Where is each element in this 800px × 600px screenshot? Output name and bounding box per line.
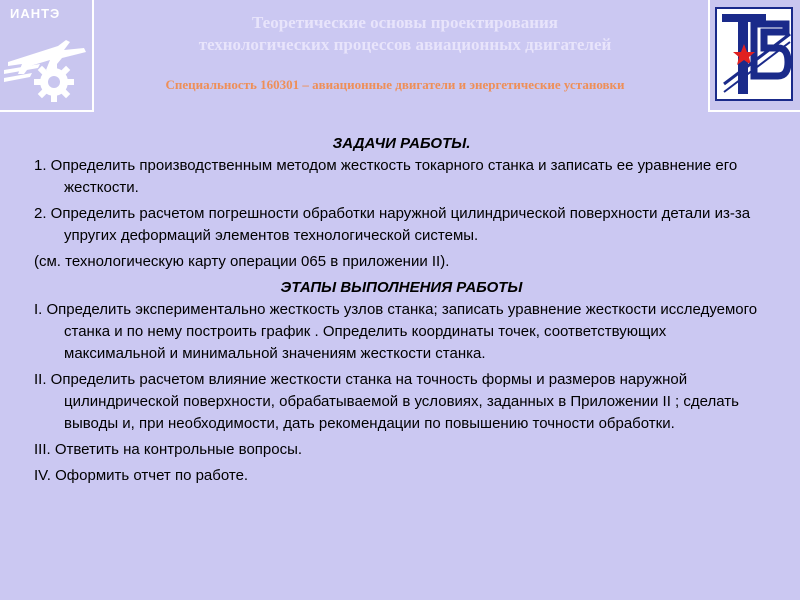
task-item-2: 2. Определить расчетом погрешности обработки наружной цилиндрической поверхности детали из-за упругих деформаций элементов технологической системы.	[34, 205, 751, 244]
task-note: (см. технологическую карту операции 065 в приложении II).	[34, 253, 450, 270]
stage-item-1: I. Определить экспериментально жесткость узлов станка; записать уравнение жесткости исследуемого станка и по нему построить график . Определить координаты точек, соответствующих максимальной и минимальной значениям жесткости станка.	[34, 301, 758, 362]
logo-brand-text: ИАНТЭ	[10, 6, 61, 21]
airplane-gear-icon	[0, 24, 90, 108]
stage-item-4: IV. Оформить отчет по работе.	[34, 467, 249, 484]
logo-left	[0, 0, 94, 112]
main-content	[34, 133, 769, 491]
stage-item-3: III. Ответить на контрольные вопросы.	[34, 441, 303, 458]
title-line-2: технологических процессов авиационных двигателей	[198, 35, 612, 54]
tasks-heading: ЗАДАЧИ РАБОТЫ.	[332, 135, 471, 152]
specialty-subtitle: Специальность 160301 – авиационные двигатели и энергетические установки	[165, 77, 625, 92]
task-item-1: 1. Определить производственным методом жесткость токарного станка и записать ее уравнение его жесткости.	[34, 157, 738, 196]
logo-right	[708, 0, 800, 112]
title-line-1: Теоретические основы проектирования	[251, 13, 558, 32]
stages-heading: ЭТАПЫ ВЫПОЛНЕНИЯ РАБОТЫ	[280, 279, 523, 296]
university-emblem-icon	[714, 4, 796, 104]
stage-item-2: II. Определить расчетом влияние жесткости станка на точность формы и размеров наружной цилиндрической поверхности, обрабатываемой в условиях, заданных в Приложении II ; сделать выводы и, при необходимости, дать рекомендации по повышению точности обработки.	[34, 371, 739, 432]
page-title	[100, 12, 710, 56]
